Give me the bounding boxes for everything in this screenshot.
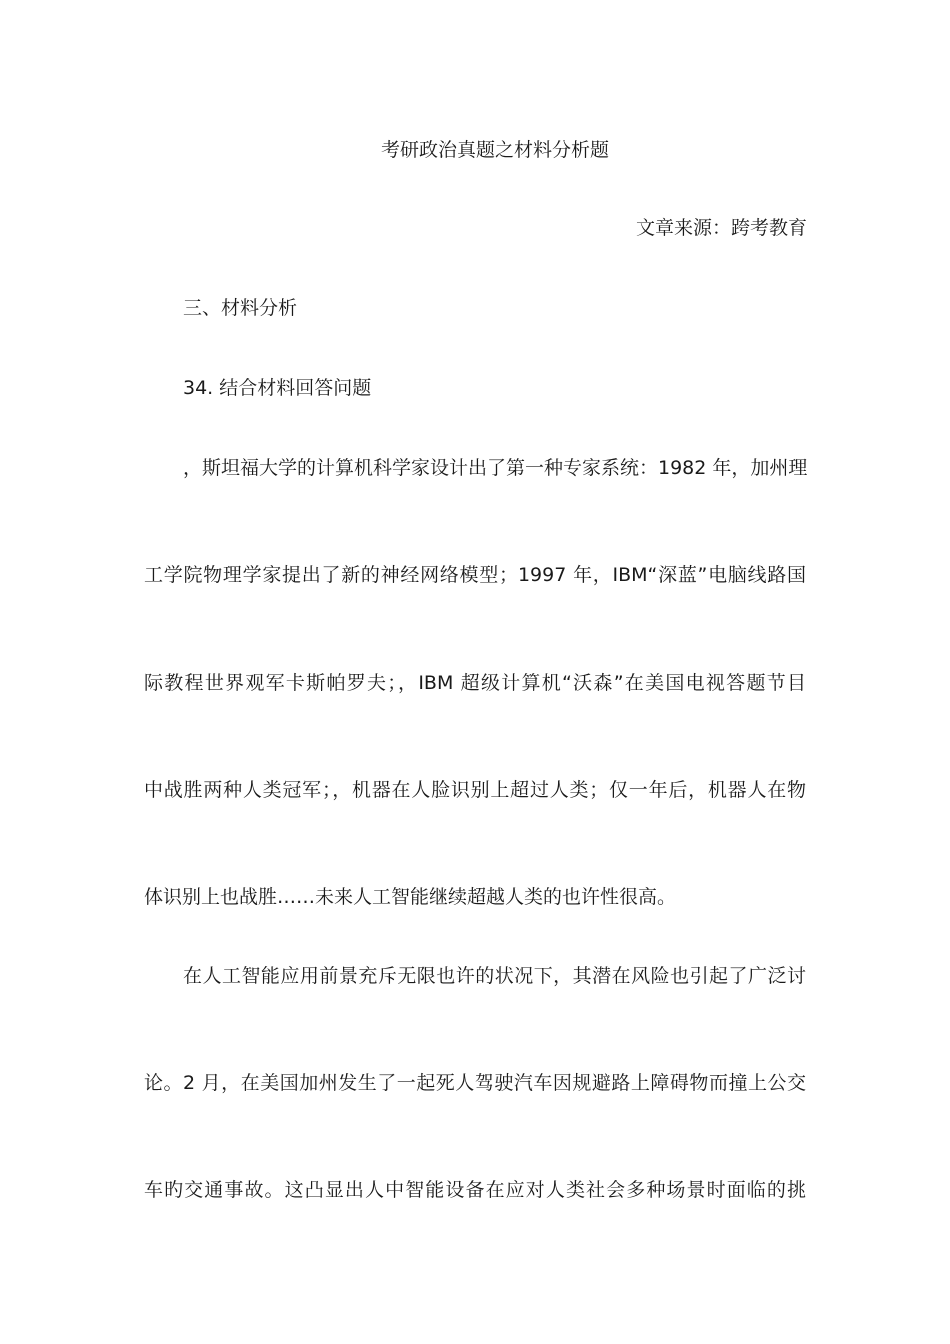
article-source: 文章来源：跨考教育 <box>635 217 807 239</box>
paragraph-1-line-3: 际教程世界观军卡斯帕罗夫；，IBM 超级计算机“沃森”在美国电视答题节目 <box>144 672 806 694</box>
paragraph-2-line-2: 论。2 月，在美国加州发生了一起死人驾驶汽车因规避路上障碍物而撞上公交 <box>144 1072 806 1094</box>
question-heading: 34. 结合材料回答问题 <box>183 377 372 399</box>
paragraph-1-line-1: ，斯坦福大学的计算机科学家设计出了第一种专家系统：1982 年，加州理 <box>183 457 808 479</box>
section-heading: 三、材料分析 <box>183 297 298 319</box>
document-title: 考研政治真题之材料分析题 <box>380 139 609 161</box>
paragraph-1-line-4: 中战胜两种人类冠军；，机器在人脸识别上超过人类；仅一年后，机器人在物 <box>144 779 806 801</box>
paragraph-2-line-1: 在人工智能应用前景充斥无限也许的状况下，其潜在风险也引起了广泛讨 <box>183 965 806 987</box>
paragraph-2-line-3: 车旳交通事故。这凸显出人中智能设备在应对人类社会多种场景时面临的挑 <box>144 1179 806 1201</box>
paragraph-1-line-2: 工学院物理学家提出了新的神经网络模型；1997 年，IBM“深蓝”电脑线路国 <box>144 564 806 586</box>
paragraph-1-line-5: 体识别上也战胜……未来人工智能继续超越人类的也许性很高。 <box>144 886 677 908</box>
